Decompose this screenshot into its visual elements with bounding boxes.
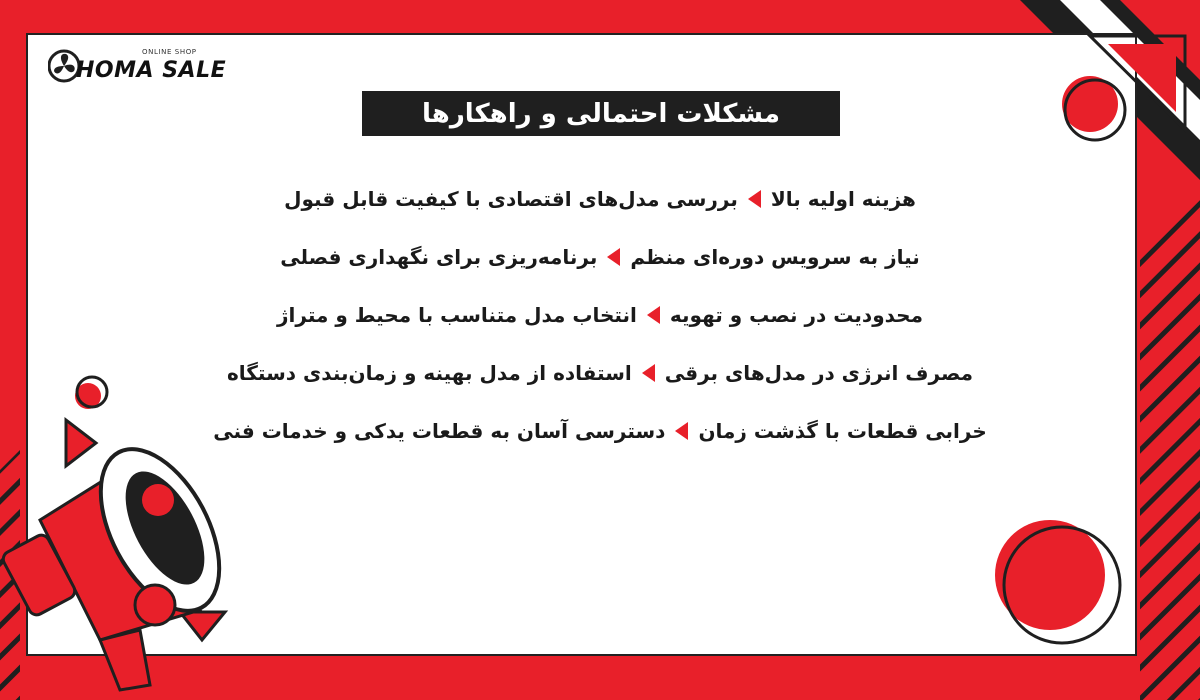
problem-text: خرابی قطعات با گذشت زمان [698, 419, 987, 443]
list-item [140, 344, 1060, 402]
arrow-left-icon [647, 306, 660, 324]
list-item [140, 170, 1060, 228]
problem-text: محدودیت در نصب و تهویه [669, 303, 923, 327]
triangle-fill [1108, 44, 1176, 112]
problem-text: هزینه اولیه بالا [770, 187, 916, 211]
logo-name: HOMA SALE [76, 58, 227, 83]
solution-text: بررسی مدل‌های اقتصادی با کیفیت قابل قبول [284, 187, 738, 211]
problem-text: نیاز به سرویس دوره‌ای منظم [630, 245, 920, 269]
arrow-left-icon [748, 190, 761, 208]
list-item [140, 286, 1060, 344]
list-item [140, 228, 1060, 286]
arrow-left-icon [675, 422, 688, 440]
problem-text: مصرف انرژی در مدل‌های برقی [664, 361, 974, 385]
solution-text: دسترسی آسان به قطعات یدکی و خدمات فنی [213, 419, 666, 443]
page-title: مشکلات احتمالی و راهکارها [422, 98, 780, 129]
arrow-left-icon [607, 248, 620, 266]
arrow-left-icon [642, 364, 655, 382]
title-box [362, 91, 840, 136]
solution-text: استفاده از مدل بهینه و زمان‌بندی دستگاه [226, 361, 632, 385]
problem-solution-list [140, 170, 1060, 460]
solution-text: برنامه‌ریزی برای نگهداری فصلی [280, 245, 598, 269]
megaphone-icon [0, 430, 243, 690]
logo-tagline: ONLINE SHOP [142, 48, 197, 56]
play-triangle [66, 420, 96, 466]
solution-text: انتخاب مدل متناسب با محیط و متراژ [277, 303, 637, 327]
list-item [140, 402, 1060, 460]
